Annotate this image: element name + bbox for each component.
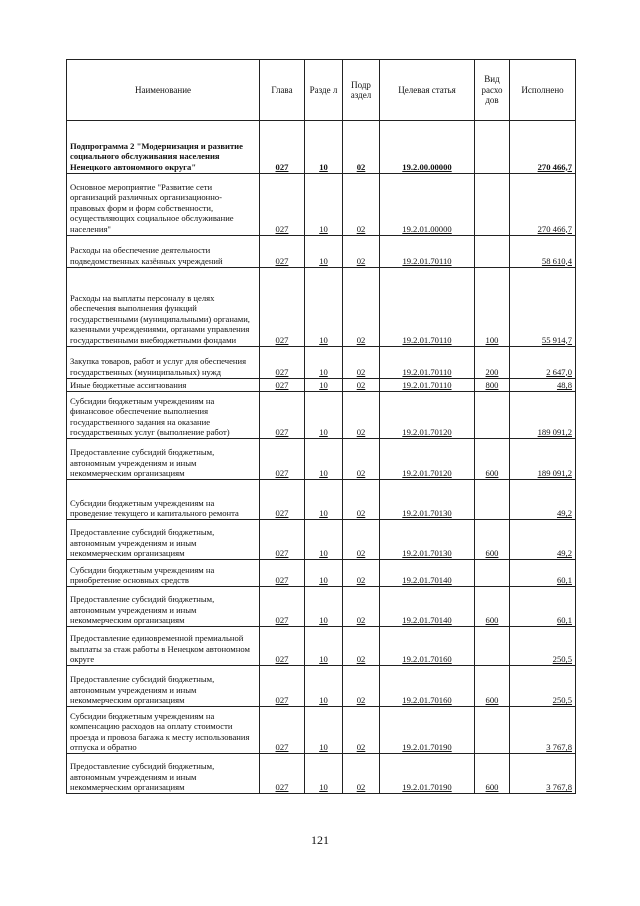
cell-podrazdel-text: 02 (356, 161, 366, 172)
cell-razdel-text: 10 (319, 508, 328, 518)
cell-name (67, 268, 260, 347)
cell-name (67, 236, 260, 268)
cell-glava (260, 520, 305, 560)
cell-target (380, 236, 475, 268)
table-row (67, 587, 576, 627)
cell-vid-text: 800 (485, 380, 499, 390)
cell-razdel (305, 707, 343, 754)
cell-vid (475, 268, 510, 347)
cell-razdel (305, 480, 343, 520)
cell-target-text: 19.2.01.70120 (402, 468, 452, 478)
cell-podrazdel (343, 392, 380, 439)
cell-name-text: Субсидии бюджетным учреждениям на финансовое обеспечение выполнения государственного задания на оказание государственных услуг (выполнение работ) (70, 395, 230, 437)
cell-vid (475, 587, 510, 627)
cell-glava-text: 027 (275, 380, 289, 390)
cell-target (380, 520, 475, 560)
table-body (67, 121, 576, 794)
table-row (67, 666, 576, 707)
cell-done-text: 270 466,7 (537, 161, 572, 172)
cell-vid-text: 600 (485, 615, 499, 625)
cell-razdel (305, 392, 343, 439)
cell-target-text: 19.2.01.70190 (402, 782, 452, 792)
cell-name (67, 439, 260, 480)
cell-vid-text: 600 (485, 548, 499, 558)
cell-name (67, 379, 260, 392)
cell-podrazdel-text: 02 (356, 654, 366, 664)
cell-podrazdel (343, 707, 380, 754)
cell-name (67, 121, 260, 174)
cell-podrazdel-text: 02 (356, 380, 366, 390)
table-row (67, 480, 576, 520)
cell-glava-text: 027 (275, 695, 289, 705)
cell-razdel-text: 10 (319, 255, 328, 266)
cell-glava-text: 027 (275, 255, 289, 266)
cell-razdel-text: 10 (319, 575, 328, 585)
cell-razdel-text: 10 (319, 654, 328, 664)
cell-razdel-text: 10 (319, 161, 328, 172)
cell-glava (260, 754, 305, 794)
cell-glava-text: 027 (275, 223, 289, 234)
cell-podrazdel-text: 02 (356, 742, 366, 752)
cell-target (380, 439, 475, 480)
cell-done-text: 49,2 (556, 548, 572, 558)
cell-done (510, 480, 576, 520)
cell-name (67, 520, 260, 560)
cell-target-text: 19.2.01.00000 (402, 223, 452, 234)
cell-target (380, 379, 475, 392)
cell-done (510, 347, 576, 379)
cell-razdel-text: 10 (319, 427, 328, 437)
cell-razdel (305, 236, 343, 268)
cell-vid-text: 600 (485, 468, 499, 478)
cell-target (380, 666, 475, 707)
cell-target (380, 347, 475, 379)
cell-glava (260, 666, 305, 707)
cell-podrazdel-text: 02 (356, 223, 366, 234)
cell-target-text: 19.2.01.70130 (402, 548, 452, 558)
cell-name-text: Предоставление субсидий бюджетным, автономным учреждениям и иным некоммерческим организациям (70, 761, 215, 792)
cell-razdel (305, 268, 343, 347)
cell-vid (475, 236, 510, 268)
cell-razdel (305, 666, 343, 707)
cell-glava (260, 627, 305, 666)
cell-name-text: Предоставление субсидий бюджетным, автономным учреждениям и иным некоммерческим организациям (70, 527, 215, 558)
cell-vid (475, 520, 510, 560)
cell-target (380, 587, 475, 627)
cell-glava (260, 121, 305, 174)
cell-podrazdel (343, 587, 380, 627)
table-row (67, 627, 576, 666)
cell-name (67, 666, 260, 707)
cell-podrazdel (343, 520, 380, 560)
cell-glava (260, 439, 305, 480)
cell-target-text: 19.2.00.00000 (402, 161, 452, 172)
cell-glava (260, 392, 305, 439)
cell-vid (475, 754, 510, 794)
cell-razdel (305, 439, 343, 480)
cell-glava (260, 379, 305, 392)
cell-podrazdel (343, 347, 380, 379)
cell-name (67, 587, 260, 627)
cell-name-text: Субсидии бюджетным учреждениям на компенсацию расходов на оплату стоимости проезда и провоза багажа к месту использования отпуска и обратно (70, 710, 250, 752)
cell-done (510, 666, 576, 707)
cell-podrazdel-text: 02 (356, 548, 366, 558)
cell-target-text: 19.2.01.70120 (402, 427, 452, 437)
col-header-name: Наименование (67, 60, 260, 121)
cell-podrazdel-text: 02 (356, 695, 366, 705)
cell-vid (475, 379, 510, 392)
cell-done (510, 392, 576, 439)
cell-vid (475, 392, 510, 439)
cell-glava (260, 707, 305, 754)
cell-target-text: 19.2.01.70110 (402, 334, 452, 345)
cell-vid-text: 100 (485, 334, 499, 345)
page-number: 121 (311, 833, 329, 847)
cell-target-text: 19.2.01.70140 (402, 615, 452, 625)
table-row (67, 121, 576, 174)
table-row (67, 439, 576, 480)
cell-done-text: 250,5 (552, 695, 572, 705)
table-row (67, 347, 576, 379)
table-row (67, 520, 576, 560)
cell-target-text: 19.2.01.70140 (402, 575, 452, 585)
cell-podrazdel-text: 02 (356, 366, 366, 377)
cell-podrazdel-text: 02 (356, 255, 366, 266)
cell-podrazdel (343, 174, 380, 236)
cell-target (380, 754, 475, 794)
col-header-done: Исполнено (510, 60, 576, 121)
cell-done-text: 60,1 (556, 575, 572, 585)
cell-vid (475, 560, 510, 587)
cell-done (510, 754, 576, 794)
cell-name-text: Предоставление единовременной премиальной выплаты за стаж работы в Ненецком автономном округе (70, 633, 250, 664)
col-header-glava: Глава (260, 60, 305, 121)
cell-podrazdel-text: 02 (356, 575, 366, 585)
cell-razdel-text: 10 (319, 695, 328, 705)
cell-glava-text: 027 (275, 427, 289, 437)
cell-done (510, 268, 576, 347)
cell-name (67, 707, 260, 754)
cell-target (380, 627, 475, 666)
cell-name (67, 627, 260, 666)
table-row (67, 754, 576, 794)
cell-podrazdel (343, 236, 380, 268)
cell-vid-text: 600 (485, 695, 499, 705)
cell-glava (260, 347, 305, 379)
cell-name-text: Расходы на обеспечение деятельности подведомственных казённых учреждений (70, 245, 223, 266)
cell-glava-text: 027 (275, 334, 289, 345)
cell-done-text: 3 767,8 (546, 742, 572, 752)
cell-done-text: 3 767,8 (546, 782, 572, 792)
cell-podrazdel (343, 121, 380, 174)
cell-target-text: 19.2.01.70110 (402, 255, 452, 266)
cell-razdel (305, 174, 343, 236)
cell-razdel-text: 10 (319, 742, 328, 752)
col-header-vid: Вид расхо дов (475, 60, 510, 121)
cell-razdel-text: 10 (319, 468, 328, 478)
cell-name (67, 174, 260, 236)
cell-razdel (305, 520, 343, 560)
col-header-podrazdel: Подр аздел (343, 60, 380, 121)
cell-podrazdel-text: 02 (356, 615, 366, 625)
table-row (67, 560, 576, 587)
col-header-razdel: Разде л (305, 60, 343, 121)
cell-name (67, 347, 260, 379)
cell-target (380, 174, 475, 236)
cell-target (380, 268, 475, 347)
cell-razdel (305, 754, 343, 794)
cell-podrazdel-text: 02 (356, 427, 366, 437)
cell-name-text: Иные бюджетные ассигнования (70, 380, 187, 390)
cell-glava-text: 027 (275, 548, 289, 558)
cell-glava (260, 268, 305, 347)
cell-target (380, 121, 475, 174)
cell-vid-text: 600 (485, 782, 499, 792)
cell-razdel-text: 10 (319, 615, 328, 625)
cell-done-text: 60,1 (556, 615, 572, 625)
cell-podrazdel-text: 02 (356, 468, 366, 478)
cell-razdel (305, 587, 343, 627)
cell-vid (475, 347, 510, 379)
cell-vid (475, 707, 510, 754)
budget-execution-table (66, 59, 576, 794)
cell-glava (260, 480, 305, 520)
cell-vid (475, 174, 510, 236)
cell-name (67, 754, 260, 794)
cell-glava (260, 236, 305, 268)
cell-vid (475, 666, 510, 707)
table-row (67, 707, 576, 754)
cell-glava-text: 027 (275, 575, 289, 585)
table-row (67, 174, 576, 236)
cell-done-text: 2 647,0 (546, 366, 572, 377)
cell-vid (475, 627, 510, 666)
cell-target-text: 19.2.01.70110 (402, 380, 452, 390)
cell-target (380, 560, 475, 587)
header-row (67, 60, 576, 121)
cell-name-text: Подпрограмма 2 "Модернизация и развитие социального обслуживания населения Ненецкого автономного округа" (70, 140, 243, 172)
cell-glava-text: 027 (275, 508, 289, 518)
cell-razdel (305, 379, 343, 392)
cell-name-text: Основное мероприятие "Развитие сети организаций различных организационно-правовых форм и форм собственности, осуществляющих социальное обслуживание населения" (70, 181, 234, 234)
cell-done-text: 48,8 (556, 380, 572, 390)
cell-target (380, 392, 475, 439)
cell-name (67, 480, 260, 520)
cell-glava (260, 560, 305, 587)
table-row (67, 236, 576, 268)
cell-done (510, 520, 576, 560)
cell-glava-text: 027 (275, 468, 289, 478)
cell-razdel-text: 10 (319, 366, 328, 377)
cell-done-text: 58 610,4 (541, 255, 572, 266)
cell-target-text: 19.2.01.70130 (402, 508, 452, 518)
cell-podrazdel-text: 02 (356, 782, 366, 792)
cell-podrazdel (343, 480, 380, 520)
cell-done (510, 174, 576, 236)
cell-done (510, 627, 576, 666)
table-row (67, 379, 576, 392)
cell-razdel-text: 10 (319, 334, 328, 345)
cell-glava (260, 587, 305, 627)
cell-glava-text: 027 (275, 615, 289, 625)
cell-podrazdel-text: 02 (356, 334, 366, 345)
cell-vid (475, 439, 510, 480)
cell-glava-text: 027 (275, 366, 289, 377)
cell-razdel (305, 121, 343, 174)
table-row (67, 268, 576, 347)
cell-name-text: Предоставление субсидий бюджетным, автономным учреждениям и иным некоммерческим организациям (70, 447, 215, 478)
cell-done (510, 379, 576, 392)
cell-name-text: Предоставление субсидий бюджетным, автономным учреждениям и иным некоммерческим организациям (70, 594, 215, 625)
cell-podrazdel (343, 379, 380, 392)
cell-glava-text: 027 (275, 654, 289, 664)
cell-podrazdel-text: 02 (356, 508, 366, 518)
cell-podrazdel (343, 666, 380, 707)
cell-done-text: 189 091,2 (537, 427, 572, 437)
cell-podrazdel (343, 268, 380, 347)
cell-done-text: 55 914,7 (541, 334, 572, 345)
col-header-target: Целевая статья (380, 60, 475, 121)
cell-done (510, 439, 576, 480)
table-row (67, 392, 576, 439)
cell-razdel-text: 10 (319, 223, 328, 234)
cell-name-text: Закупка товаров, работ и услуг для обеспечения государственных (муниципальных) нужд (70, 356, 247, 377)
cell-vid-text: 200 (485, 366, 499, 377)
cell-vid (475, 480, 510, 520)
cell-name (67, 392, 260, 439)
cell-razdel (305, 627, 343, 666)
cell-done-text: 189 091,2 (537, 468, 572, 478)
cell-name-text: Субсидии бюджетным учреждениям на проведение текущего и капитального ремонта (70, 497, 239, 518)
cell-name-text: Субсидии бюджетным учреждениям на приобретение основных средств (70, 564, 215, 585)
cell-done (510, 707, 576, 754)
cell-glava (260, 174, 305, 236)
cell-razdel-text: 10 (319, 782, 328, 792)
cell-target-text: 19.2.01.70110 (402, 366, 452, 377)
cell-target (380, 480, 475, 520)
cell-target (380, 707, 475, 754)
cell-glava-text: 027 (275, 161, 289, 172)
cell-razdel-text: 10 (319, 548, 328, 558)
cell-done (510, 236, 576, 268)
cell-target-text: 19.2.01.70160 (402, 654, 452, 664)
cell-podrazdel (343, 439, 380, 480)
cell-glava-text: 027 (275, 742, 289, 752)
cell-name-text: Предоставление субсидий бюджетным, автономным учреждениям и иным некоммерческим организациям (70, 674, 215, 705)
cell-podrazdel (343, 627, 380, 666)
cell-done-text: 250,5 (552, 654, 572, 664)
cell-glava-text: 027 (275, 782, 289, 792)
cell-name (67, 560, 260, 587)
cell-done-text: 270 466,7 (537, 223, 572, 234)
cell-razdel (305, 560, 343, 587)
cell-name-text: Расходы на выплаты персоналу в целях обеспечения выполнения функций государственными (муниципальными) органами, казенными учреждениями, органами управления государственными внебюджетными фондами (70, 292, 250, 345)
cell-vid (475, 121, 510, 174)
cell-target-text: 19.2.01.70160 (402, 695, 452, 705)
cell-done (510, 121, 576, 174)
cell-done-text: 49,2 (556, 508, 572, 518)
cell-razdel-text: 10 (319, 380, 328, 390)
cell-target-text: 19.2.01.70190 (402, 742, 452, 752)
cell-done (510, 587, 576, 627)
cell-podrazdel (343, 560, 380, 587)
cell-razdel (305, 347, 343, 379)
cell-podrazdel (343, 754, 380, 794)
cell-done (510, 560, 576, 587)
